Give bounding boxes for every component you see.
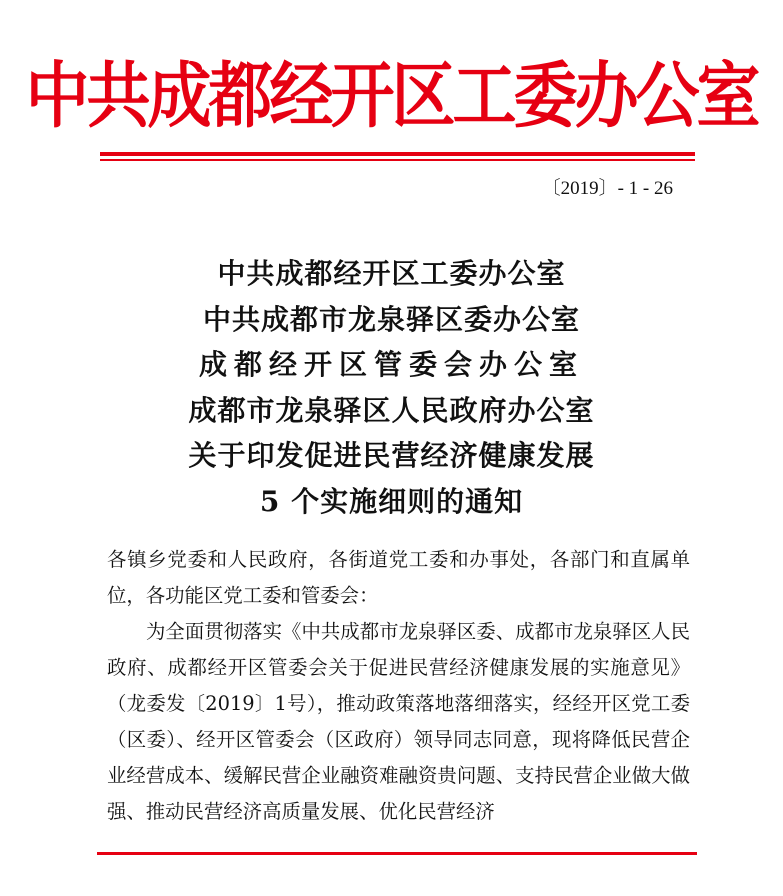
- letterhead-title: 中共成都经开区工委办公室: [25, 54, 758, 139]
- addressee-paragraph: 各镇乡党委和人民政府，各街道党工委和办事处，各部门和直属单位，各功能区党工委和管委会：: [107, 548, 690, 607]
- title-line: 关于印发促进民营经济健康发展: [188, 439, 595, 472]
- title-line: 成都经开区管委会办公室: [198, 348, 584, 381]
- body-paragraph: 为全面贯彻落实《中共成都市龙泉驿区委、成都市龙泉驿区人民政府、成都经开区管委会关于促进民营经济健康发展的实施意见》（龙委发〔2019〕1号），推动政策落地落细落实，经经开区党工委（区委）、经开区管委会（区政府）领导同志同意，现将降低民营企业经营成本、缓解民营企业融资难融资贵问题、支持民营企业做大做强、推动民营经济高质量发展、优化民营经济: [107, 620, 690, 823]
- title-line: 5 个实施细则的通知: [259, 484, 524, 518]
- letterhead-rule-thick: [100, 152, 695, 156]
- document-number: 〔2019〕- 1 - 26: [541, 178, 673, 199]
- title-line: 中共成都经开区工委办公室: [217, 257, 566, 290]
- title-line: 中共成都市龙泉驿区委办公室: [202, 302, 580, 336]
- document-title: [0, 251, 783, 524]
- title-line: 成都市龙泉驿区人民政府办公室: [188, 393, 595, 427]
- document-body: [107, 542, 690, 830]
- bottom-rule: [97, 852, 697, 855]
- letterhead-rule-thin: [100, 159, 695, 161]
